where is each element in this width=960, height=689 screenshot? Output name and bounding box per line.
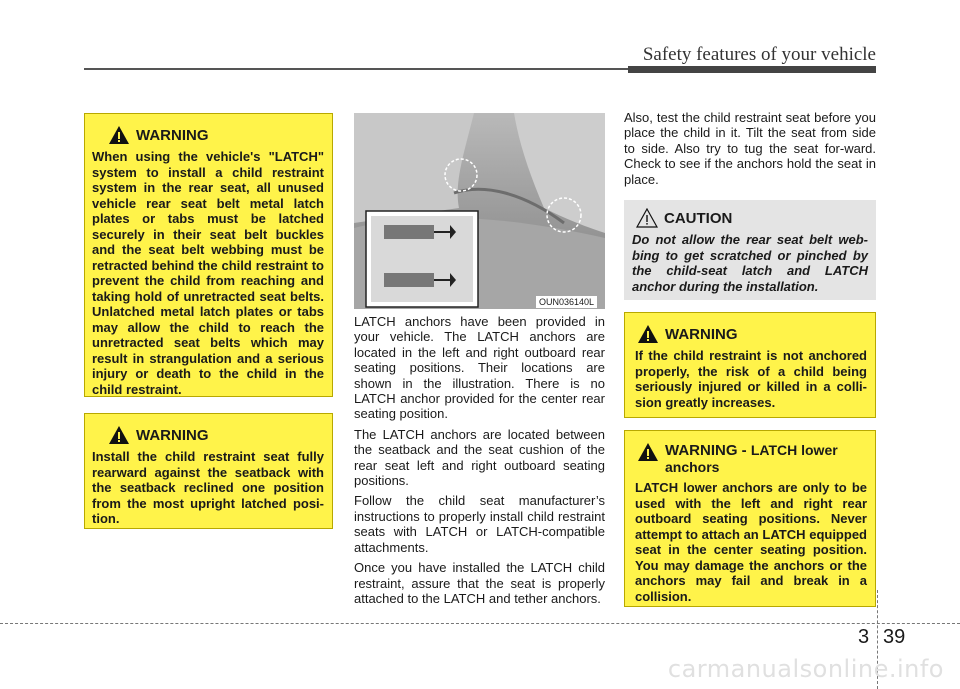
chapter-number: 3 <box>858 626 870 648</box>
warning-triangle-icon <box>108 125 130 145</box>
test-instructions <box>624 110 876 192</box>
latch-description <box>354 314 605 611</box>
caution-triangle-icon <box>636 208 658 228</box>
watermark: carmanualsonline.info <box>667 655 944 683</box>
warning-triangle-icon <box>637 324 659 344</box>
header-tab <box>628 66 876 73</box>
warning-body: Install the child restraint seat fully rearward against the seatback with the seatback reclined one position from the most upright latched posi-tion. <box>92 449 324 526</box>
warning-title: WARNING <box>665 325 738 343</box>
caution-header <box>632 208 868 228</box>
warning-title: WARNING <box>136 126 209 144</box>
paragraph: Once you have installed the LATCH child restraint, assure that the seat is properly attached to the LATCH and tether anchors. <box>354 560 605 606</box>
footer-rule <box>0 623 960 624</box>
warning-body: LATCH lower anchors are only to be used with the left and right rear outboard seating positions. Never attempt to attach an LATCH equipped seat in the center seating position. You may damage the anchors or the anchors may fail and break in a collision. <box>635 480 867 604</box>
warning-box-seatback <box>84 413 333 529</box>
warning-box-lower-anchors <box>624 430 876 607</box>
seat-illustration <box>354 113 605 309</box>
page-number: 39 <box>883 626 906 648</box>
warning-header <box>92 425 324 445</box>
warning-triangle-icon <box>108 425 130 445</box>
paragraph: LATCH anchors have been provided in your vehicle. The LATCH anchors are located in the left and right outboard rear seating positions. Their locations are shown in the illustration. There is no LATCH anchor provided for the center rear seating position. <box>354 314 605 422</box>
warning-header <box>92 125 324 145</box>
page-header-title: Safety features of your vehicle <box>642 44 876 65</box>
warning-body: If the child restraint is not anchored properly, the risk of a child being seriously injured or killed in a colli-sion greatly increases. <box>635 348 867 410</box>
warning-title-wrap <box>665 442 865 476</box>
warning-body: When using the vehicle's "LATCH" system to install a child restraint system in the rear seat, all unused vehicle rear seat belt metal latch plates or tabs must be latched securely in their seat belt buckles and the seat belt webbing must be retracted behind the child restraint to prevent the child from reaching and taking hold of unretracted seat belts. Unlatched metal latch plates or tabs may allow the child to reach the unretracted seat belts which may result in strangulation and a serious injury or death to the child in the child restraint. <box>92 149 324 397</box>
figure-reference: OUN036140L <box>536 296 597 308</box>
warning-subtitle: LATCH lower anchors <box>665 442 838 475</box>
warning-box-anchoring <box>624 312 876 418</box>
caution-title: CAUTION <box>664 209 733 227</box>
paragraph: Follow the child seat manufacturer’s instructions to properly install child restraint seats with LATCH or LATCH-compatible attachments. <box>354 493 605 555</box>
paragraph: Also, test the child restraint seat before you place the child in it. Tilt the seat from side to side. Also try to tug the seat for-ward. Check to see if the anchors hold the seat in place. <box>624 110 876 187</box>
warning-header <box>635 442 867 476</box>
paragraph: The LATCH anchors are located between the seatback and the seat cushion of the rear seat left and right outboard seating positions. <box>354 426 605 489</box>
warning-title: WARNING - <box>665 442 751 459</box>
warning-box-latch <box>84 113 333 397</box>
caution-box <box>624 200 876 300</box>
latch-anchor-illustration <box>354 113 605 309</box>
caution-body: Do not allow the rear seat belt web-bing to get scratched or pinched by the child-seat latch and LATCH anchor during the installation. <box>632 232 868 294</box>
warning-title: WARNING <box>136 426 209 444</box>
warning-triangle-icon <box>637 442 659 462</box>
warning-header <box>635 324 867 344</box>
